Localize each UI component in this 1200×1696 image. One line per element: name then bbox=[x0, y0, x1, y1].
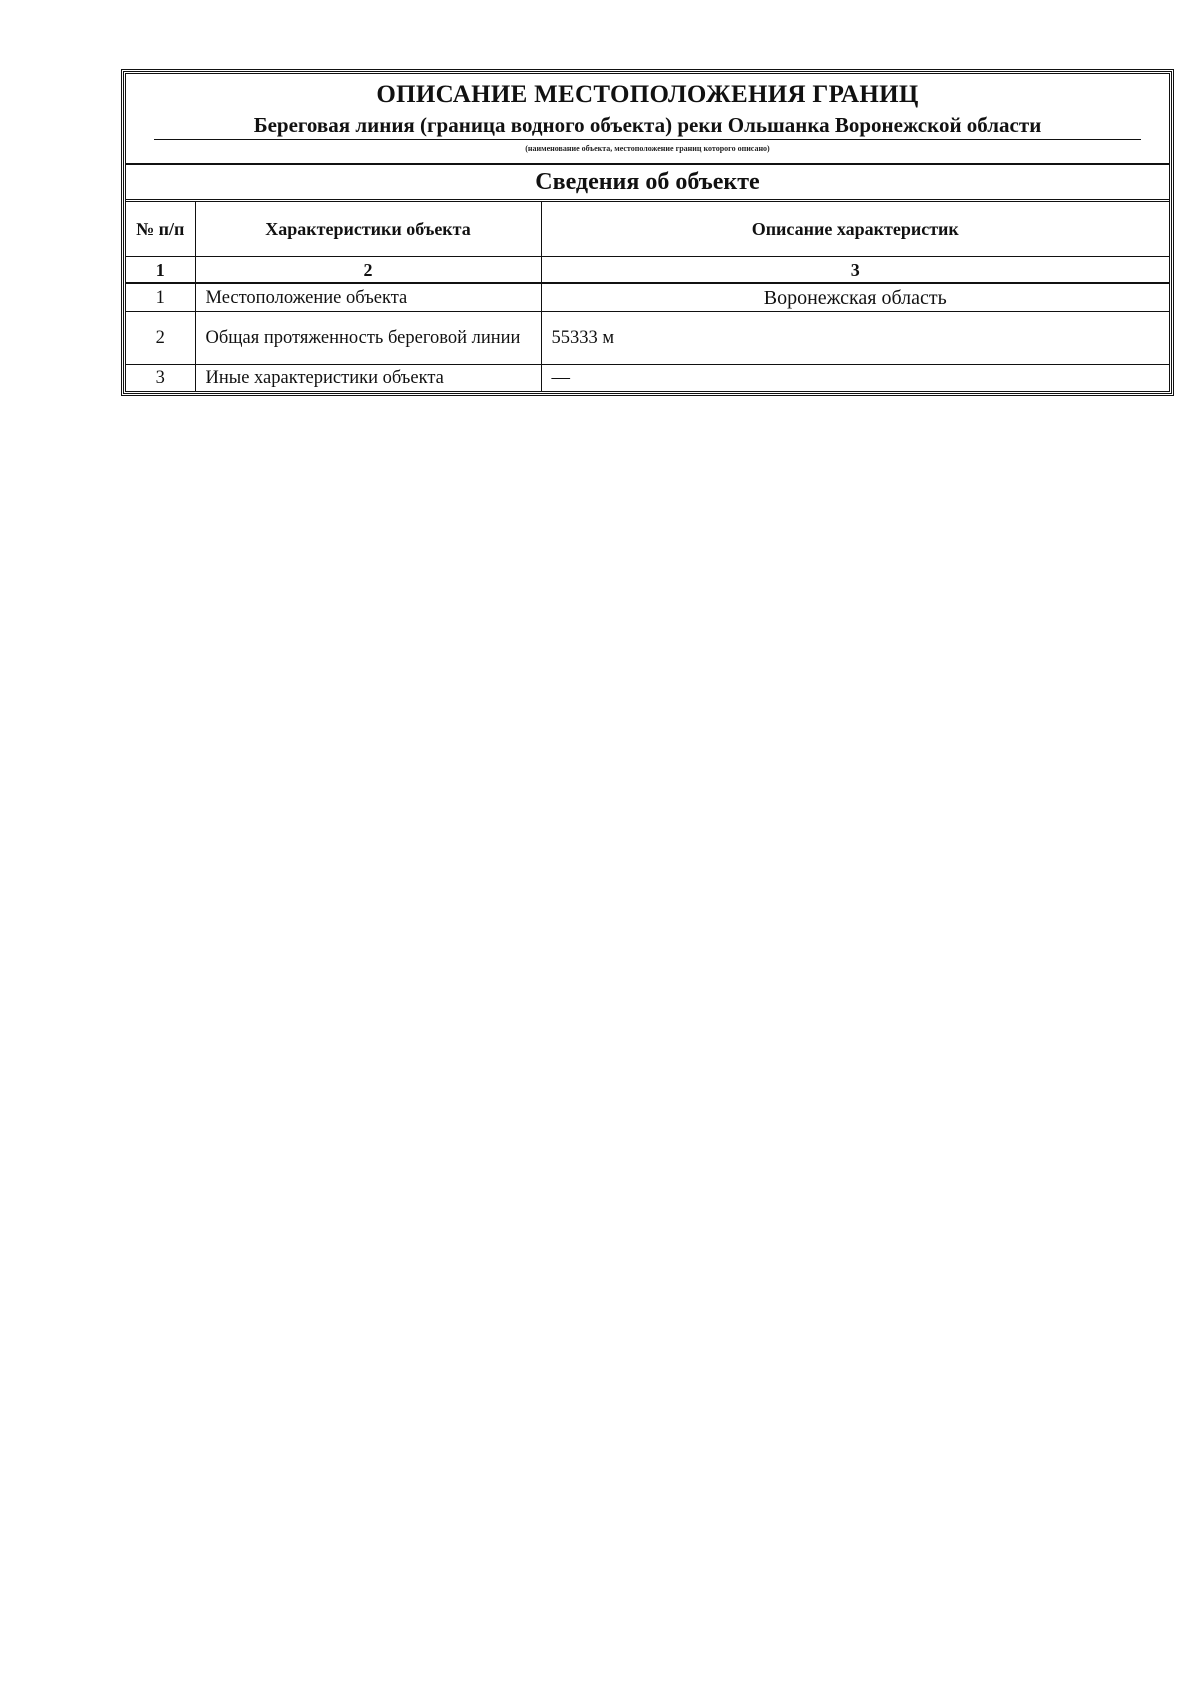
header-number: № п/п bbox=[126, 202, 195, 257]
table-header-row bbox=[126, 202, 1169, 257]
row-characteristic: Иные характеристики объекта bbox=[195, 365, 541, 392]
document-title: ОПИСАНИЕ МЕСТОПОЛОЖЕНИЯ ГРАНИЦ bbox=[376, 81, 919, 108]
object-info-table bbox=[126, 202, 1169, 391]
row-description: Воронежская область bbox=[541, 283, 1169, 312]
document-frame bbox=[123, 71, 1172, 394]
table-row bbox=[126, 283, 1169, 312]
header-description: Описание характеристик bbox=[541, 202, 1169, 257]
header-characteristic: Характеристики объекта bbox=[195, 202, 541, 257]
document-header bbox=[126, 74, 1169, 165]
section-title: Сведения об объекте bbox=[126, 165, 1169, 202]
document-subtitle: Береговая линия (граница водного объекта) реки Ольшанка Воронежской области bbox=[154, 112, 1141, 140]
row-number: 2 bbox=[126, 312, 195, 365]
column-index-2: 2 bbox=[195, 257, 541, 284]
table-row bbox=[126, 365, 1169, 392]
row-number: 1 bbox=[126, 283, 195, 312]
row-description: 55333 м bbox=[541, 312, 1169, 365]
table-row bbox=[126, 312, 1169, 365]
column-index-1: 1 bbox=[126, 257, 195, 284]
document-caption: (наименование объекта, местоположение границ которого описано) bbox=[525, 144, 770, 153]
row-description: — bbox=[541, 365, 1169, 392]
column-index-row bbox=[126, 257, 1169, 284]
row-characteristic: Местоположение объекта bbox=[195, 283, 541, 312]
column-index-3: 3 bbox=[541, 257, 1169, 284]
row-number: 3 bbox=[126, 365, 195, 392]
row-characteristic: Общая протяженность береговой линии bbox=[195, 312, 541, 365]
